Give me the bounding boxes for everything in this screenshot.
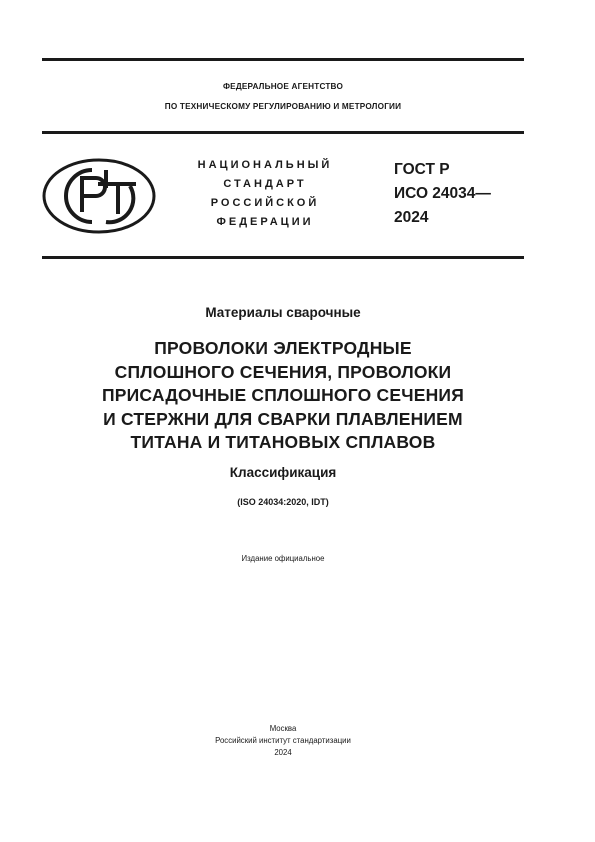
classification-heading: Классификация — [229, 465, 337, 480]
top-rule — [42, 58, 524, 61]
imprint-year: 2024 — [274, 748, 292, 757]
title-line: ТИТАНА И ТИТАНОВЫХ СПЛАВОВ — [130, 432, 436, 452]
imprint — [42, 723, 524, 759]
national-standard-line2: СТАНДАРТ — [223, 178, 307, 190]
imprint-city: Москва — [269, 724, 297, 733]
agency-name-line2: ПО ТЕХНИЧЕСКОМУ РЕГУЛИРОВАНИЮ И МЕТРОЛОГИИ — [164, 102, 402, 111]
title-line: ПРИСАДОЧНЫЕ СПЛОШНОГО СЕЧЕНИЯ — [102, 385, 464, 405]
document-title — [42, 337, 524, 455]
title-line: ПРОВОЛОКИ ЭЛЕКТРОДНЫЕ — [154, 338, 412, 358]
standard-designation — [394, 158, 534, 230]
designation-line1: ГОСТ Р — [394, 161, 450, 178]
edition-note: Издание официальное — [241, 554, 325, 563]
masthead-rule — [42, 256, 524, 259]
national-standard-line4: ФЕДЕРАЦИИ — [216, 216, 314, 228]
title-line: И СТЕРЖНИ ДЛЯ СВАРКИ ПЛАВЛЕНИЕМ — [103, 408, 463, 429]
rst-logo-icon — [40, 156, 158, 236]
national-standard-block — [175, 156, 355, 232]
designation-line3: 2024 — [394, 209, 429, 226]
agency-name-line1: ФЕДЕРАЛЬНОЕ АГЕНТСТВО — [222, 82, 344, 91]
designation-line2: ИСО 24034— — [394, 185, 491, 202]
title-line: СПЛОШНОГО СЕЧЕНИЯ, ПРОВОЛОКИ — [114, 361, 452, 382]
imprint-publisher: Российский институт стандартизации — [215, 736, 351, 745]
header-rule — [42, 131, 524, 134]
iso-reference: (ISO 24034:2020, IDT) — [237, 497, 329, 507]
national-standard-line3: РОССИЙСКОЙ — [210, 197, 320, 209]
document-subject: Материалы сварочные — [205, 305, 361, 320]
national-standard-line1: НАЦИОНАЛЬНЫЙ — [197, 159, 333, 171]
